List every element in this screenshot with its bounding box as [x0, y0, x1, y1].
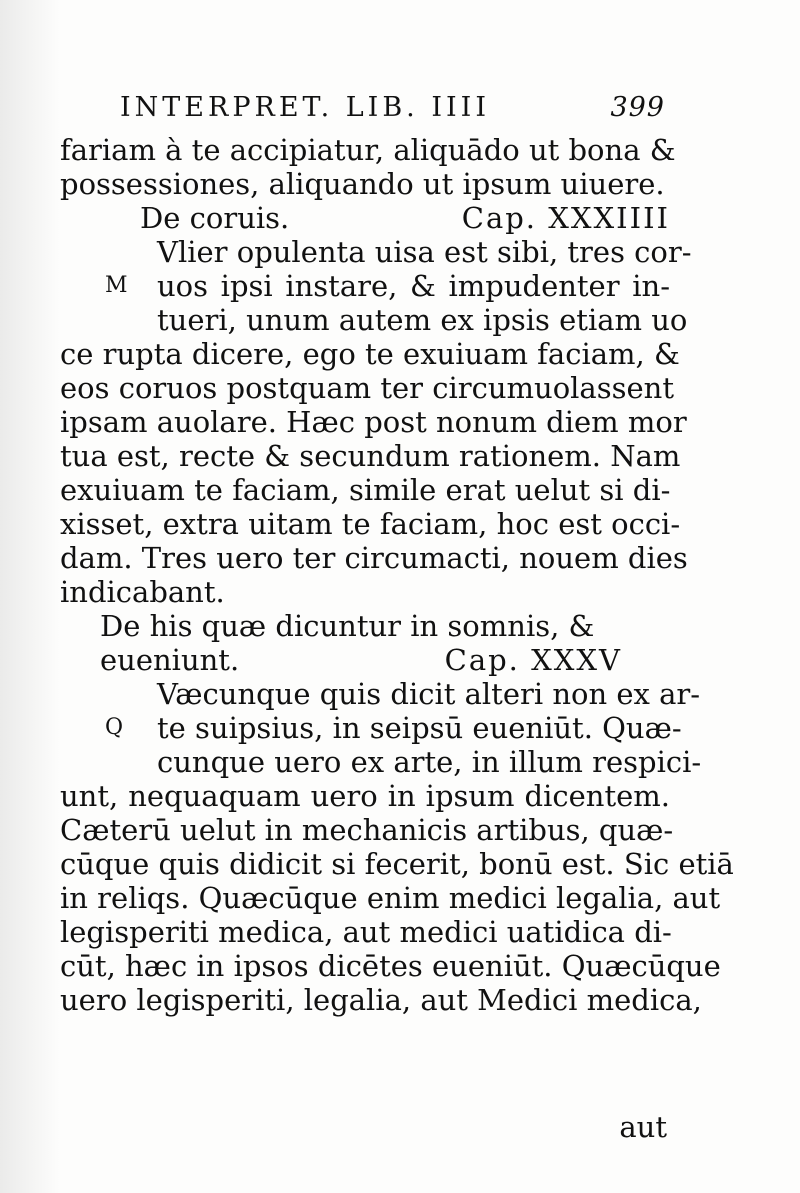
text-line: Cæterū uelut in mechanicis artibus, quæ- — [60, 813, 674, 847]
chapter-heading — [60, 643, 670, 677]
catchword: aut — [619, 1110, 667, 1144]
drop-initial-placeholder: M — [105, 273, 128, 298]
text-line: ce rupta dicere, ego te exuiuam faciam, & — [60, 337, 680, 371]
text-line: te suipsius, in seipsū eueniūt. Quæ- — [157, 711, 682, 745]
text-line: ipsam auolare. Hæc post nonum diem mor — [60, 405, 687, 439]
chapter-number: Cap. XXXV — [444, 643, 622, 677]
chapter-number: Cap. XXXIIII — [461, 201, 670, 235]
text-line: Vlier opulenta uisa est sibi, tres cor- — [157, 235, 692, 269]
text-line: uero legisperiti, legalia, aut Medici medica, — [60, 983, 702, 1017]
chapter-heading — [60, 201, 670, 235]
chapter-title: De coruis. — [140, 201, 290, 235]
text-line: eos coruos postquam ter circumuolassent — [60, 371, 674, 405]
running-header — [120, 88, 665, 128]
text-line: unt, nequaquam uero in ipsum dicentem. — [60, 779, 670, 813]
text-line: cunque uero ex arte, in illum respici- — [157, 745, 702, 779]
text-line: indicabant. — [60, 575, 225, 609]
text-block — [60, 133, 734, 1017]
text-line: uos ipsi instare, & impudenter in- — [157, 269, 670, 303]
text-line: possessiones, aliquando ut ipsum uiuere. — [60, 167, 665, 201]
paragraph — [60, 677, 734, 1017]
text-line: Væcunque quis dicit alteri non ex ar- — [157, 677, 701, 711]
text-line: cūque quis didicit si fecerit, bonū est. Sic etiā — [60, 847, 734, 881]
margin-stain — [0, 0, 60, 1193]
paragraph — [60, 235, 692, 609]
text-line: fariam à te accipiatur, aliquādo ut bona & — [60, 133, 676, 167]
text-line: tueri, unum autem ex ipsis etiam uo — [157, 303, 688, 337]
text-line: tua est, recte & secundum rationem. Nam — [60, 439, 681, 473]
page-number: 399 — [610, 92, 665, 123]
text-line: exuiuam te faciam, simile erat uelut si di- — [60, 473, 671, 507]
drop-initial-placeholder: Q — [105, 715, 124, 740]
text-line: in reliqs. Quæcūque enim medici legalia, aut — [60, 881, 721, 915]
running-title: INTERPRET. LIB. IIII — [120, 92, 491, 123]
chapter-heading: De his quæ dicuntur in somnis, & — [100, 609, 595, 643]
chapter-title: eueniunt. — [100, 643, 240, 677]
text-line: xisset, extra uitam te faciam, hoc est occi- — [60, 507, 681, 541]
text-line: dam. Tres uero ter circumacti, nouem dies — [60, 541, 688, 575]
text-line: cūt, hæc in ipsos dicētes eueniūt. Quæcūque — [60, 949, 721, 983]
text-line: legisperiti medica, aut medici uatidica di- — [60, 915, 672, 949]
